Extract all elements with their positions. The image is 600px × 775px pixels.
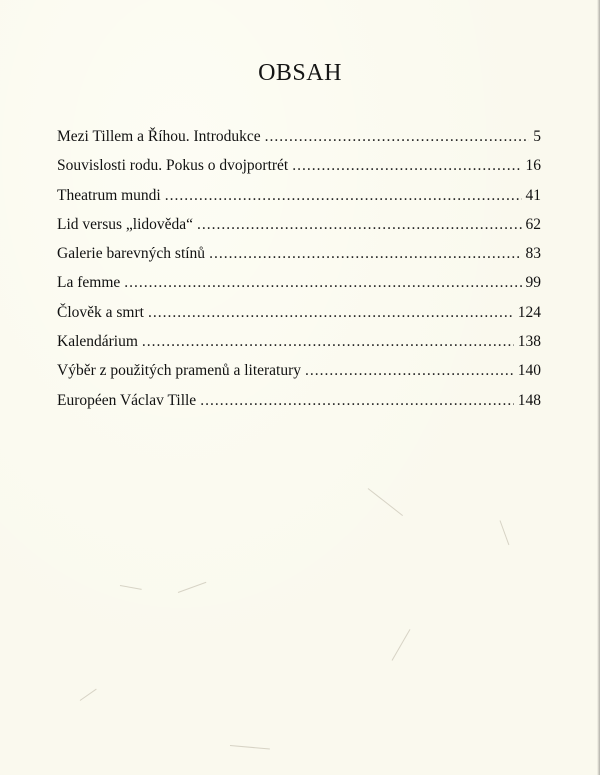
toc-entry[interactable]	[57, 386, 541, 415]
page-title: OBSAH	[258, 60, 342, 86]
dot-leader	[197, 210, 521, 239]
toc-entry-title: Européen Václav Tille	[57, 391, 197, 409]
toc-entry-title: Souvislosti rodu. Pokus o dvojportrét	[57, 157, 289, 175]
toc-entry-title: Výběr z použitých pramenů a literatury	[57, 362, 302, 380]
toc-entry[interactable]	[57, 298, 541, 327]
toc-entry-page: 62	[525, 215, 541, 233]
paper-fiber	[80, 689, 97, 701]
toc-entry-page: 138	[517, 333, 541, 351]
table-of-contents	[57, 122, 541, 415]
toc-entry[interactable]	[57, 239, 541, 268]
toc-entry-title: Lid versus „lidověda“	[57, 215, 194, 233]
toc-entry-title: Theatrum mundi	[57, 186, 161, 204]
toc-entry[interactable]	[57, 268, 541, 297]
paper-fiber	[120, 585, 142, 590]
toc-entry-title: Člověk a smrt	[57, 303, 144, 321]
toc-entry[interactable]	[57, 327, 541, 356]
dot-leader	[124, 268, 521, 297]
dot-leader	[200, 386, 514, 415]
toc-entry[interactable]	[57, 181, 541, 210]
toc-entry[interactable]	[57, 210, 541, 239]
toc-entry-title: Galerie barevných stínů	[57, 245, 206, 263]
toc-entry-page: 16	[525, 157, 541, 175]
paper-fiber	[178, 582, 207, 593]
toc-entry[interactable]	[57, 356, 541, 385]
toc-entry-page: 124	[517, 303, 541, 321]
dot-leader	[165, 181, 522, 210]
toc-entry-page: 99	[525, 274, 541, 292]
toc-entry[interactable]	[57, 151, 541, 180]
dot-leader	[265, 122, 530, 151]
dot-leader	[305, 356, 514, 385]
toc-entry-title: Kalendárium	[57, 333, 138, 351]
paper-fiber	[230, 745, 270, 749]
toc-entry[interactable]	[57, 122, 541, 151]
toc-entry-page: 83	[525, 245, 541, 263]
dot-leader	[148, 298, 514, 327]
toc-entry-page: 5	[533, 128, 541, 145]
toc-entry-page: 41	[525, 186, 541, 204]
toc-entry-title: La femme	[57, 274, 121, 292]
dot-leader	[142, 327, 514, 356]
paper-fiber	[392, 629, 411, 661]
toc-entry-title: Mezi Tillem a Říhou. Introdukce	[57, 128, 261, 145]
toc-entry-page: 148	[517, 391, 541, 409]
dot-leader	[209, 239, 521, 268]
paper-fiber	[500, 520, 510, 545]
dot-leader	[292, 151, 521, 180]
paper-fiber	[368, 488, 403, 516]
toc-entry-page: 140	[517, 362, 541, 380]
